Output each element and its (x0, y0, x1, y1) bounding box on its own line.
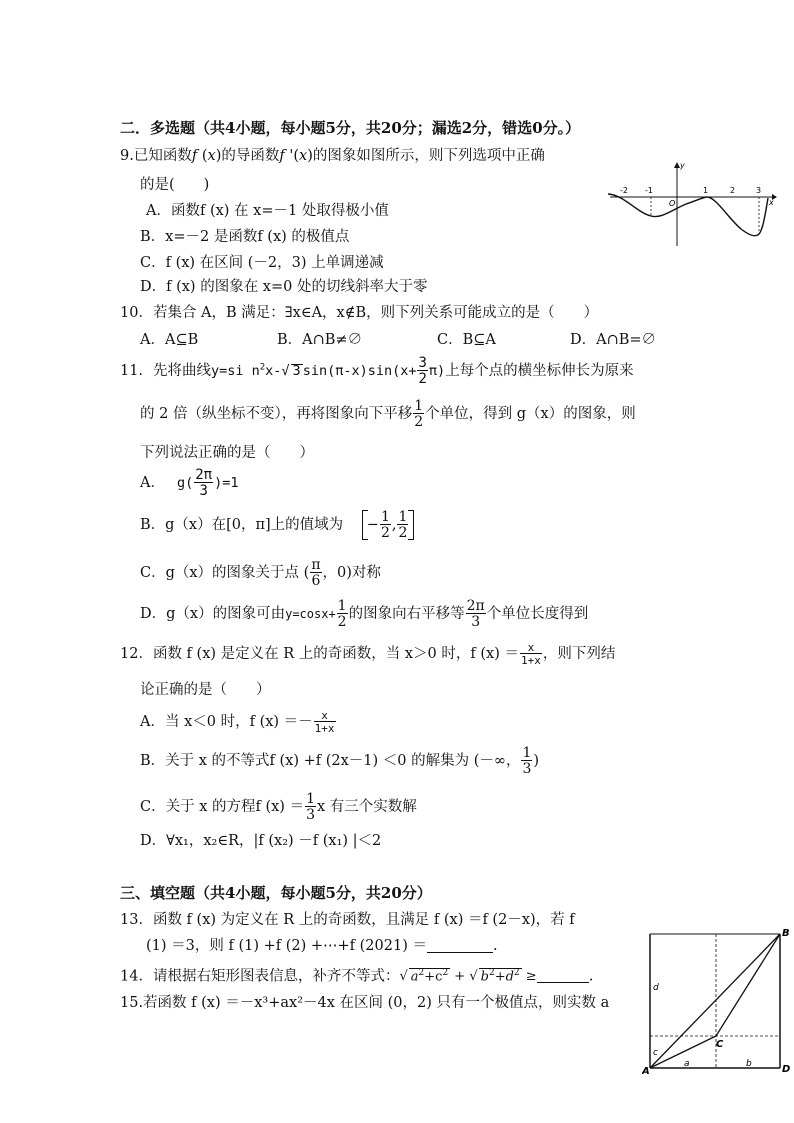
q12-option-a[interactable] (140, 710, 337, 734)
q10-option-a[interactable]: A．A⊆B (140, 332, 199, 348)
fig-label-B: B (782, 928, 790, 939)
fraction-pi-over-6 (310, 558, 321, 588)
q11-stem-line3: 下列说法正确的是（ ） (140, 445, 314, 461)
frac-den: 3 (522, 761, 532, 777)
frac-num: 1 (337, 598, 347, 614)
q12-option-b[interactable] (140, 746, 539, 776)
fraction-3-over-2 (417, 356, 427, 386)
q11-option-c-pre: C．g（x）的图象关于点 ( (140, 565, 310, 581)
q9-stem-part3: 的图象如图所示，则下列选项中正确 (312, 148, 545, 164)
fig-segment-AC (650, 1036, 716, 1068)
q11-option-a[interactable] (140, 468, 239, 498)
fraction-1-over-3 (521, 746, 532, 776)
q13-answer-blank[interactable] (427, 938, 493, 953)
q11-option-d[interactable] (140, 599, 588, 629)
q11-range-bracket: − $\frac{1}{2}$ , $\frac{1}{2}$ (362, 510, 415, 540)
fraction-1-over-2 (380, 510, 391, 540)
q12-stem-line1 (120, 642, 615, 666)
fig-label-D: D (782, 1064, 791, 1075)
frac-den: 3 (194, 482, 213, 498)
q15-line1: 15.若函数 f (x) ＝－x³+ax²－4x 在区间 (0，2) 只有一个极值点，则实数 a (120, 995, 610, 1011)
q10-option-c[interactable]: C．B⊆A (437, 332, 496, 348)
q11-line2-post: 个单位，得到 g（x）的图象，则 (425, 406, 636, 422)
tick-label-3: 3 (756, 186, 762, 195)
frac-num: 2π (466, 598, 485, 614)
q13-line2-end: . (492, 938, 498, 954)
q12-option-a-pre: A．当 x＜0 时，f (x) ＝－ (140, 714, 313, 730)
frac-num: 3 (418, 355, 427, 371)
q10-stem: 10．若集合 A，B 满足：∃x∈A，x∉B，则下列关系可能成立的是（ ） (120, 305, 599, 321)
q9-derivative-graph (606, 160, 778, 248)
q11-option-c-post: ，0)对称 (322, 565, 381, 581)
tick-label-neg2: -2 (620, 186, 628, 195)
section-3-header: 三、填空题（共4小题，每小题5分，共20分） (120, 884, 432, 902)
fig-label-C: C (716, 1039, 724, 1050)
frac-num: 2π (195, 467, 213, 483)
x-axis-label: x (769, 198, 774, 207)
fraction-2pi-over-3 (194, 468, 213, 498)
q12-stem-post: ，则下列结 (542, 646, 616, 662)
q11-stem-post: 上每个点的横坐标伸长为原来 (445, 363, 634, 379)
fig-label-a: a (684, 1059, 690, 1069)
q12-option-d[interactable]: D．∀x₁，x₂∈R，|f (x₂) －f (x₁) |＜2 (140, 833, 382, 849)
q11-stem-line1: 11．先将曲线y=si $n^2x-√$ 3 sin(π-x)sin(x+ $\frac{3}{2}$ π)上每个点的横坐标伸长为原来 (120, 355, 634, 387)
frac-num: π (311, 557, 321, 573)
frac-num: 1 (414, 398, 424, 414)
q9-stem-part1: 9.已知函数 (120, 148, 192, 164)
q12-stem-line2: 论正确的是（ ） (140, 682, 271, 698)
frac-num: 1 (522, 745, 532, 761)
q12-option-b-post: ) (533, 753, 540, 769)
fraction-1-over-3 (305, 792, 316, 822)
q14-line (120, 968, 593, 984)
fig-label-A: A (642, 1066, 650, 1076)
q12-stem-pre: 12．函数 f (x) 是定义在 R 上的奇函数，当 x＞0 时，f (x) ＝ (120, 646, 519, 662)
tick-label-1: 1 (703, 186, 709, 195)
q14-answer-blank[interactable] (537, 968, 589, 983)
fraction-2pi-over-3 (466, 599, 486, 629)
section-2-header: 二．多选题（共4小题，每小题5分，共20分；漏选2分，错选0分。） (120, 119, 581, 137)
frac-num: 1 (398, 509, 408, 525)
frac-den: 2 (337, 614, 347, 630)
fraction-1-over-2 (337, 599, 348, 629)
frac-den: 3 (306, 807, 315, 823)
q11-option-d-post: 个单位长度得到 (486, 606, 589, 622)
q14-rectangle-figure (642, 926, 794, 1076)
frac-den: 6 (311, 573, 321, 589)
fraction-x-over-1px (520, 642, 542, 666)
q9-stem-line2: 的是( ) (140, 177, 210, 193)
frac-num: x (321, 709, 328, 722)
q14-end: . (588, 968, 594, 985)
q9-option-a[interactable]: A．函数f (x) 在 x=－1 处取得极小值 (146, 203, 389, 219)
frac-den: 3 (466, 613, 486, 629)
q9-stem: 9.已知函数f (x)的导函数f '(x)的图象如图所示，则下列选项中正确 (120, 148, 545, 164)
q14-inequality: √ $a^2+c^2$ + √ $b^2+d^2$ ≥ (399, 968, 537, 985)
q12-option-c-post: x 有三个实数解 (317, 799, 417, 815)
tick-label-neg1: -1 (645, 186, 653, 195)
q12-option-c[interactable] (140, 792, 417, 822)
y-axis-label: y (680, 161, 685, 170)
q11-option-a-expr: g( (176, 475, 194, 491)
q9-option-d[interactable]: D．f (x) 的图象在 x=0 处的切线斜率大于零 (140, 279, 428, 295)
frac-den: 1+x (520, 654, 541, 667)
frac-den: 2 (380, 525, 390, 541)
tick-label-2: 2 (730, 186, 736, 195)
q12-option-c-pre: C．关于 x 的方程f (x) ＝ (140, 799, 305, 815)
q11-option-d-pre: D．g（x）的图象可由 (140, 606, 286, 622)
q12-option-b-pre: B．关于 x 的不等式f (x) +f (2x－1) ＜0 的解集为 (－∞， (140, 753, 521, 769)
frac-den: 2 (418, 371, 427, 387)
q9-option-b[interactable]: B．x=－2 是函数f (x) 的极值点 (140, 229, 350, 245)
origin-label: O (669, 199, 676, 208)
q11-option-b[interactable] (140, 510, 414, 540)
frac-den: 2 (414, 414, 424, 430)
q11-option-b-text: B．g（x）在[0，π]上的值域为 (140, 517, 344, 533)
fraction-1-over-2 (413, 399, 424, 429)
fig-diagonal-AB (650, 934, 780, 1068)
q10-option-d[interactable]: D．A∩B=∅ (570, 332, 657, 348)
q13-line2 (146, 938, 498, 954)
frac-num: x (527, 641, 535, 654)
q11-line2-pre: 的 2 倍（纵坐标不变），再将图象向下平移 (140, 406, 413, 422)
q9-stem-part2: 的导函数 (221, 148, 280, 164)
q11-option-a-tail: )=1 (214, 475, 239, 491)
fraction-x-over-1px (314, 710, 336, 734)
fig-label-c: c (653, 1048, 658, 1058)
q11-option-d-func: y=cosx+ (285, 607, 336, 621)
q14-pre: 14．请根据右矩形图表信息，补齐不等式： (120, 968, 400, 985)
frac-num: 1 (380, 509, 390, 525)
q10-option-b[interactable]: B．A∩B≠∅ (277, 332, 363, 348)
q11-curve-expr: y=si $n^2x-√$ 3 sin(π-x)sin(x+ (210, 362, 417, 379)
derivative-curve (608, 194, 768, 236)
frac-den: 1+x (314, 722, 335, 735)
frac-num: 1 (306, 791, 315, 807)
q11-option-c[interactable] (140, 558, 381, 588)
q13-line1: 13．函数 f (x) 为定义在 R 上的奇函数，且满足 f (x) ＝f (2－x)，若 f (120, 912, 575, 928)
fig-label-d: d (653, 983, 659, 993)
frac-den: 2 (398, 525, 408, 541)
q9-option-c[interactable]: C．f (x) 在区间 (－2，3) 上单调递减 (140, 255, 384, 271)
fraction-1-over-2 (397, 510, 408, 540)
q11-option-d-mid: 的图象向右平移等 (348, 606, 465, 622)
fig-segment-CB (716, 934, 780, 1036)
q11-option-a-label: A． (140, 475, 165, 491)
q13-line2-text: (1) ＝3，则 f (1) +f (2) +⋯+f (2021) ＝ (146, 938, 427, 954)
q11-stem-line2 (140, 399, 636, 429)
q11-stem-pre: 11．先将曲线 (120, 363, 211, 379)
fig-label-b: b (746, 1059, 752, 1069)
